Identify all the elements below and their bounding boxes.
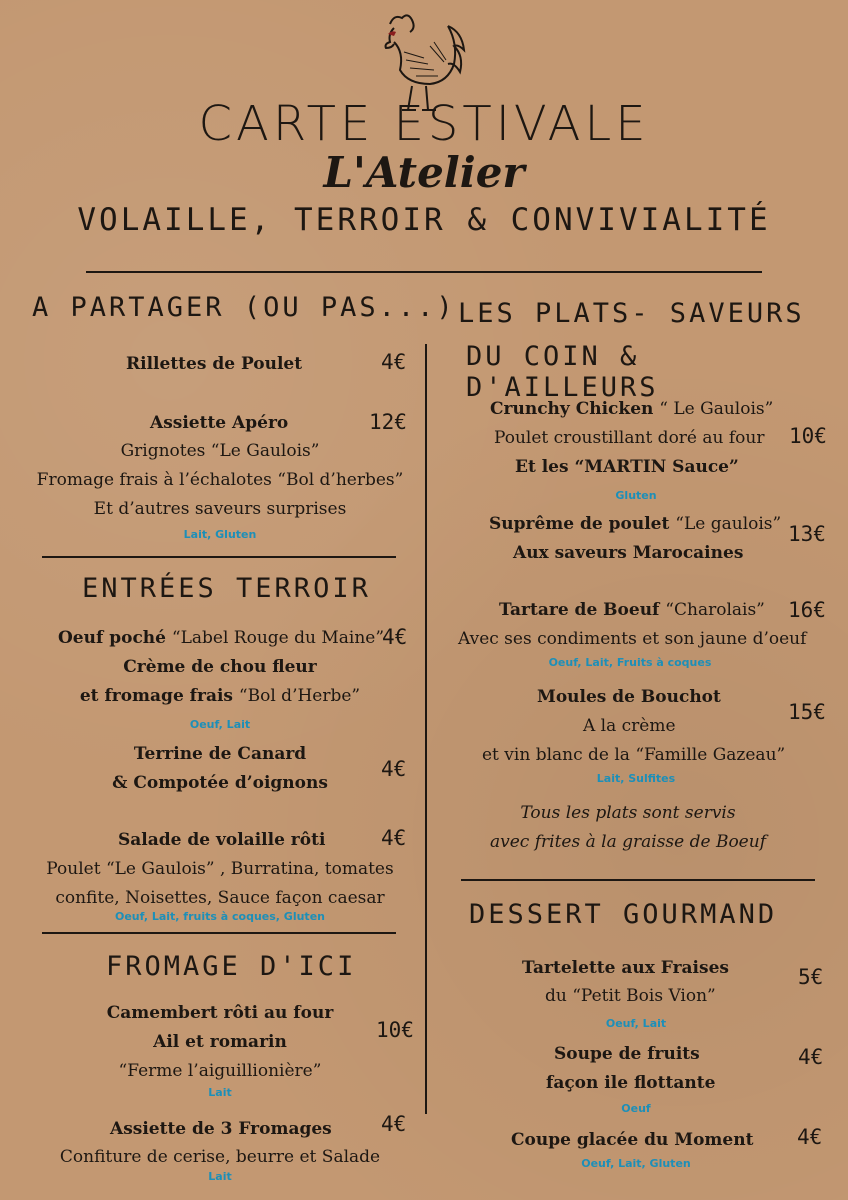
item-tartelette: Tartelette aux Fraises [522,958,729,978]
divider-dessert [461,879,815,881]
allergens-camembert: Lait [208,1086,232,1099]
column-divider [425,344,427,1114]
desc-camembert: “Ferme l’aiguillionière” [118,1061,322,1081]
section-title-plats-2: DU COIN & D'AILLEURS [466,341,659,403]
price-moules: 15€ [788,700,826,724]
price-crunchy: 10€ [789,424,827,448]
allergens-coupe: Oeuf, Lait, Gluten [581,1157,691,1170]
item-camembert-2: Ail et romarin [153,1032,287,1052]
allergens-tartare: Oeuf, Lait, Fruits à coques [548,656,712,669]
item-oeuf-line3: et fromage frais [79,686,233,706]
allergens-assiette-fromages: Lait [208,1170,232,1183]
price-apero: 12€ [369,410,407,434]
item-salade: Salade de volaille rôti [118,830,326,850]
desc-crunchy: Poulet croustillant doré au four [494,428,765,448]
allergens-tartelette: Oeuf, Lait [605,1017,667,1030]
item-apero: Assiette Apéro [150,413,289,433]
note-frites-1: Tous les plats sont servis [520,803,736,823]
section-title-plats-1: LES PLATS- SAVEURS [458,298,805,329]
section-title-dessert: DESSERT GOURMAND [469,899,778,930]
section-title-fromage: FROMAGE D'ICI [106,951,357,982]
section-title-partager: A PARTAGER (OU PAS...) [32,292,456,323]
header-divider [86,271,762,273]
item-soupe-1: Soupe de fruits [554,1044,700,1064]
restaurant-name: L'Atelier [323,148,525,197]
menu-title: CARTE ESTIVALE [198,96,650,152]
item-oeuf: Oeuf poché [58,628,166,648]
desc-tartelette: du “Petit Bois Vion” [545,986,716,1006]
allergens-moules: Lait, Sulfites [596,772,676,785]
allergens-soupe: Oeuf [621,1102,651,1115]
item-tartare-origin: “Charolais” [665,600,765,620]
item-oeuf-origin: “Label Rouge du Maine” [171,628,385,648]
desc-moules-2: et vin blanc de la “Famille Gazeau” [482,745,786,765]
divider-fromage [42,932,396,934]
desc-assiette-fromages: Confiture de cerise, beurre et Salade [59,1147,381,1167]
section-title-entrees: ENTRÉES TERROIR [82,573,371,604]
item-camembert-1: Camembert rôti au four [106,1003,334,1023]
item-rillettes: Rillettes de Poulet [126,354,303,374]
allergens-apero: Lait, Gluten [183,528,257,541]
allergens-oeuf: Oeuf, Lait [189,718,251,731]
desc-tartare: Avec ses condiments et son jaune d’oeuf [458,629,807,649]
desc-moules-1: A la crème [583,716,676,736]
price-oeuf: 4€ [382,625,408,649]
allergens-crunchy: Gluten [615,489,657,502]
price-assiette-fromages: 4€ [381,1112,407,1136]
tagline: VOLAILLE, TERROIR & CONVIVIALITÉ [77,202,771,238]
item-supreme: Suprême de poulet [489,514,670,534]
item-crunchy: Crunchy Chicken [490,399,654,419]
item-terrine-2: & Compotée d’oignons [112,773,328,793]
note-frites-2: avec frites à la graisse de Boeuf [490,832,766,852]
item-oeuf-line3-origin: “Bol d’Herbe” [238,686,361,706]
desc-apero-1: Grignotes “Le Gaulois” [120,441,320,461]
price-tartare: 16€ [788,598,826,622]
price-rillettes: 4€ [381,350,407,374]
desc-apero-3: Et d’autres saveurs surprises [93,499,347,519]
item-tartare: Tartare de Boeuf [499,600,660,620]
item-crunchy-origin: “ Le Gaulois” [659,399,774,419]
item-soupe-2: façon ile flottante [546,1073,716,1093]
item-moules: Moules de Bouchot [537,687,721,707]
item-oeuf-line2: Crème de chou fleur [123,657,317,677]
item-supreme-2: Aux saveurs Marocaines [513,543,744,563]
item-crunchy-sauce: Et les “MARTIN Sauce” [515,457,739,477]
divider-entrees [42,556,396,558]
desc-salade-1: Poulet “Le Gaulois” , Burratina, tomates [46,859,394,879]
item-supreme-origin: “Le gaulois” [675,514,782,534]
price-camembert: 10€ [376,1018,414,1042]
price-salade: 4€ [381,826,407,850]
price-terrine: 4€ [381,757,407,781]
item-coupe: Coupe glacée du Moment [511,1130,754,1150]
allergens-salade: Oeuf, Lait, fruits à coques, Gluten [115,910,325,923]
item-terrine-1: Terrine de Canard [133,744,307,764]
desc-apero-2: Fromage frais à l’échalotes “Bol d’herbes” [36,470,404,490]
price-soupe: 4€ [798,1045,824,1069]
item-assiette-fromages: Assiette de 3 Fromages [110,1119,332,1139]
desc-salade-2: confite, Noisettes, Sauce façon caesar [55,888,385,908]
price-tartelette: 5€ [798,965,824,989]
price-supreme: 13€ [788,522,826,546]
price-coupe: 4€ [797,1125,823,1149]
